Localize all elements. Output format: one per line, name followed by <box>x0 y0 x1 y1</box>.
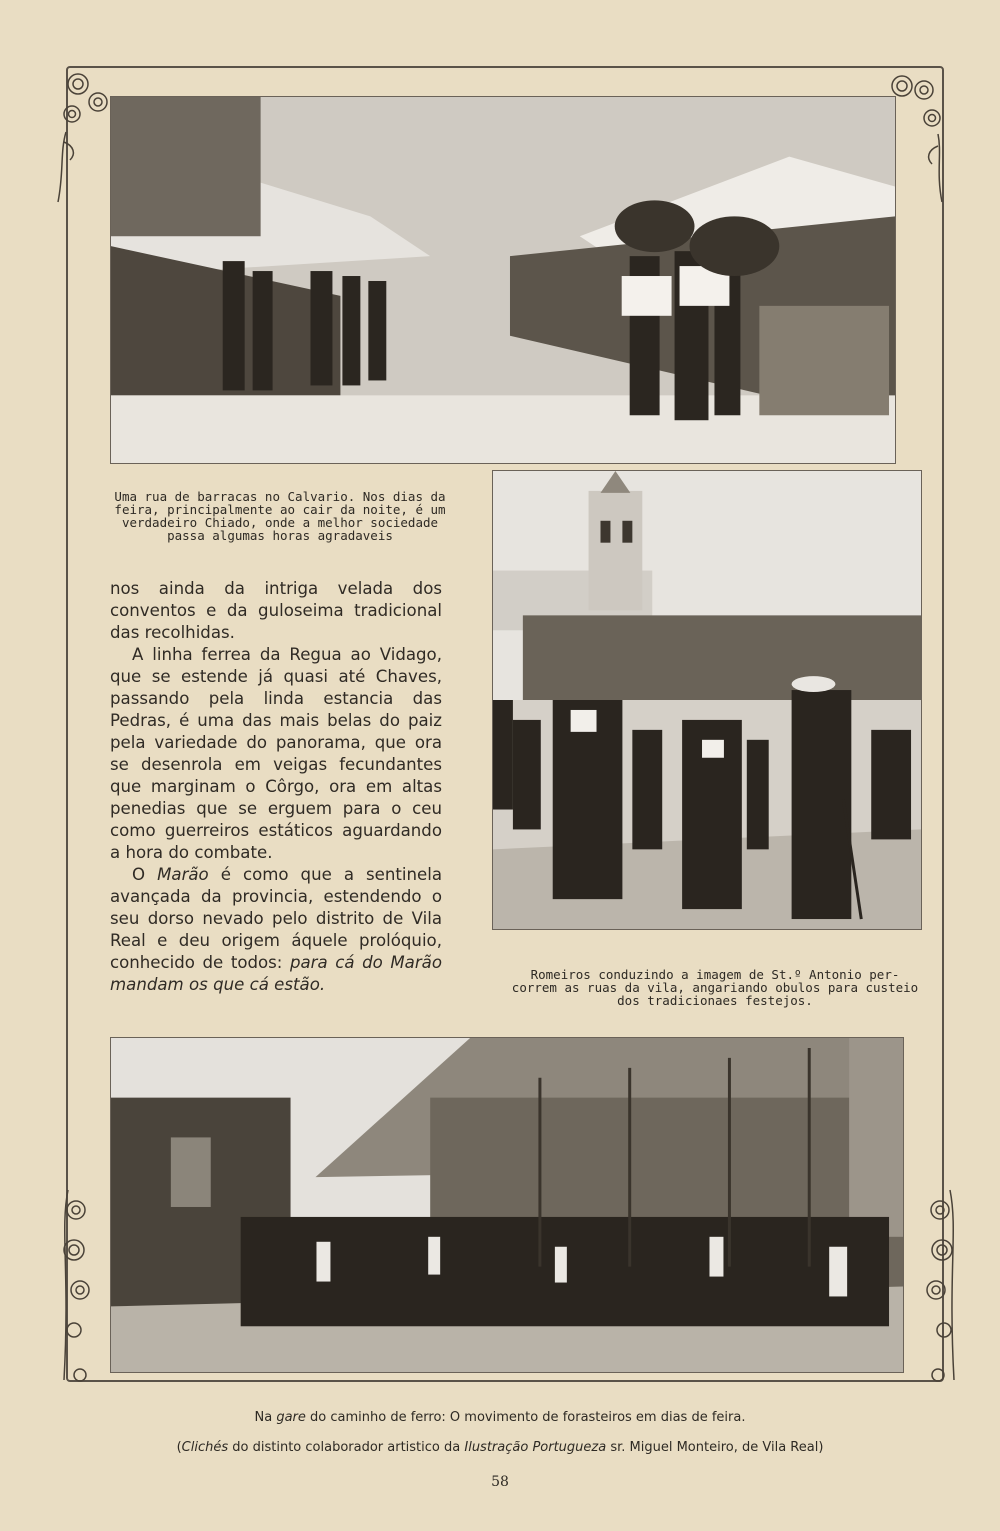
train-station-caption <box>110 1410 890 1425</box>
caption-line: correm as ruas da vila, angariando obulos para custeio <box>511 980 919 995</box>
article-paragraph: nos ainda da intriga velada dos conventos e da guloseima tradicional das recolhidas. <box>110 579 442 642</box>
credits-text: sr. Miguel Monteiro, de Vila Real) <box>610 1440 824 1455</box>
credits-emphasis: Ilustração Portugueza <box>464 1440 607 1455</box>
caption-text: Na <box>254 1410 273 1425</box>
credits-text: do distinto colaborador artistico da <box>232 1440 461 1455</box>
article-emphasis: Marão <box>157 865 209 884</box>
caption-line: Romeiros conduzindo a imagem de St.º Antonio per- <box>530 967 900 982</box>
caption-line: Uma rua de barracas no Calvario. Nos dias da <box>114 489 446 504</box>
market-street-photo <box>110 96 896 464</box>
caption-line: feira, principalmente ao cair da noite, é um <box>114 502 446 517</box>
caption-text: do caminho de ferro: O movimento de forasteiros em dias de feira. <box>310 1410 746 1425</box>
article-quote: para cá do Marão mandam os que cá estão. <box>110 953 442 994</box>
article-paragraph: A linha ferrea da Regua ao Vidago, que se estende já quasi até Chaves, passando pela linda estancia das Pedras, é uma das mais belas do paiz pela variedade do panorama, que ora se desenrola em veigas fecundantes que marginam o Côrgo, ora em altas penedias que se erguem para o ceu como guerreiros estáticos aguardando a hora do combate. <box>110 645 442 862</box>
caption-line: verdadeiro Chiado, onde a melhor sociedade <box>121 515 439 530</box>
caption-line: dos tradicionaes festejos. <box>617 993 813 1008</box>
photo-credits <box>110 1440 890 1455</box>
pilgrims-photo <box>492 470 922 930</box>
pilgrims-caption <box>505 968 925 1007</box>
credits-emphasis: Clichés <box>181 1440 229 1455</box>
article-paragraph <box>110 864 442 996</box>
page-number: 58 <box>491 1474 509 1490</box>
article-text: O <box>132 865 146 884</box>
caption-emphasis: gare <box>276 1410 306 1425</box>
credits-text: ( <box>176 1440 182 1455</box>
floral-ornament-bottom-right-icon <box>900 1180 970 1400</box>
article-text: é como que a sentinela avançada da provincia, estendendo o seu dorso nevado pelo distrito de Vila Real e deu origem áquele prolóquio, conhecido de todos: <box>110 865 442 972</box>
train-station-photo <box>110 1037 904 1373</box>
market-street-caption <box>104 490 456 542</box>
article-body <box>110 578 442 996</box>
caption-line: passa algumas horas agradaveis <box>167 528 393 543</box>
